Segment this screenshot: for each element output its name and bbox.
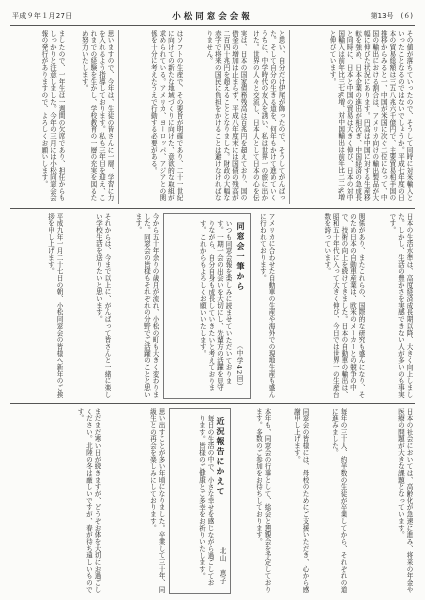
text-column: 関係があり、またこれらの、国際的な研究も盛んになり、そのため日本の自動車産業は、欧米のメーカーとの競争の中で、技術の向上を続けてきました。日本の自動車の輸出は、昭和五十年代に入って大きく伸び、今日では世界一の生産台数を誇っています。 (322, 213, 365, 398)
column-divider (118, 30, 119, 204)
box-author: 北山 恵子 (218, 547, 226, 585)
text-column: 平成九年一月二十七日の朝、小松同窓会の皆様へ新年のご挨拶を申し上げます。 (46, 213, 63, 398)
text-column: それからは、今まで以上に、がんばって皆さんと一緒に楽しい学校生活を送りたいと思います。 (94, 213, 111, 398)
text-column: まだまだ寒い日が続きますが、どうぞお体を大切にお過ごしください。北陸の冬は厳しいですが、春が待ち遠しいものです。 (75, 408, 101, 593)
contribution-box (163, 213, 251, 399)
text-column: 今から五十年余りの歳月が流れ、小松の町も大きく変わりました。同窓会の皆様もそれぞれの分野でご活躍のことと思います。 (133, 213, 159, 398)
row-rule (10, 208, 415, 209)
box-title: 同窓会一筆から (236, 222, 246, 292)
row-rule (10, 403, 415, 404)
text-column: 思いますので、今年は、生徒の皆さんに一層、学習に力を入れるよう指導しております。私も三年目を迎え、これまでの経験を生かし、学校教育の一層の充実を図るため努力いたします。 (80, 30, 114, 202)
text-column: 実は、日本の国家債務残高は百兆円を超えており、国の借金の増加は止まらず、平成八年度末には国債の残高が二百四十兆円を超えることとなりました。財政の大幅な赤字で将来の国民に負担をかけることは避けなければなりません。 (204, 30, 247, 202)
header-rule (10, 25, 415, 26)
page-header (10, 8, 415, 22)
text-column: 思い出すことが多い年頃になりました。卒業して三十年、同級生との再会を楽しみにしております。 (148, 408, 165, 593)
box-title: 近況報告にかえて (216, 417, 226, 497)
text-column: アメリカに合わせた自動車の生産や海外での現地生産も盛んに行われております。 (258, 213, 275, 398)
report-box (169, 408, 231, 594)
column-divider (289, 30, 290, 204)
article-row-1 (12, 30, 413, 204)
box-text: 毎日の生活の中で、小さな幸せを感じながら過ごしております。皆様のご健康とご多幸をお祈りいたします。 (197, 415, 214, 587)
text-column: 日本の生活水準は、高度経済成長期以降、大きく向上しました。しかし、生活の豊かさを実感できない人が多いのも事実です。 (387, 213, 413, 398)
article-row-3 (12, 408, 413, 594)
text-column: と思い、自分だけ伊尾が飾ったので、そうしてがんばった。そして自分の生きる道を、何年もかけて進めていくうちに、中学時代の友人を誘い、私は世界一の旅に出かけた。世界の人々と交流し、日本人として日本の心を伝 (251, 30, 285, 202)
text-column: 日本の社会においては、高齢化が急速に進み、将来の年金や医療の問題が大きな課題となっています。 (396, 408, 413, 593)
box-text: いつも同窓会報を楽しみに読ませていただいております。一期一会の出会いを大切にし、先輩方の活躍を見守りながら、自分自身も成長していきたいと考えております。これからもよろしくお願いいたします。 (198, 220, 232, 392)
text-column: ましたので、一年生は一週間の欠席であり、担任からもしっかりと注意しました。今年の三月には小松同窓会会報の発行がありますので、よろしくお願いします。 (39, 30, 65, 202)
text-column: 毎年の三十人、約半数の生徒が卒業してから、それぞれの道に進みました。 (330, 408, 347, 593)
box-author: （中学42回） (235, 341, 243, 390)
issue-number: 第13号 (６) (370, 12, 413, 20)
text-column: その値が落ちていったので、そうして同時に対米輸入といったことなるのではないでしょうか。平成七年度の日本の貿易総額は三五八兆六千億円で、主要貿易相手国の推移からみると一、中国が米国に次ぐ二位になって、中国の輸出における割合は、アメリカ向けの輸出製品が大幅に伸びた状況にあります。円高は中国に対する生産移転を強め、日本企業の進出が相次ぎ、中国経済の急成長と同時に、日本と中国の貿易は大きく伸び、日本の対中国輸入は前年比三七%増、対中国輸出は前年比二二%増と伸びています。 (328, 30, 413, 202)
issue-date: 平成９年１月27日 (12, 12, 73, 20)
text-column: はソフトの生産で、その要旨が明確であり、二十一世紀に向けての新たな地域づくりに向けた、意欲的な取組が求められている。アメリカ、ヨーロッパ、アジアとの関係を十分に考えたうえで行動する必要がある。 (149, 30, 183, 202)
newsletter-title: 小松同窓会会報 (172, 12, 253, 22)
text-column: 本年も、同窓会の行事として、総会と懇親会を予定しております。多数のご参加をお待ちしております。 (254, 408, 271, 593)
text-column: 同窓会の皆様には、母校のためにご支援いただき、心から感謝申し上げます。 (292, 408, 309, 593)
article-row-2 (12, 213, 413, 399)
